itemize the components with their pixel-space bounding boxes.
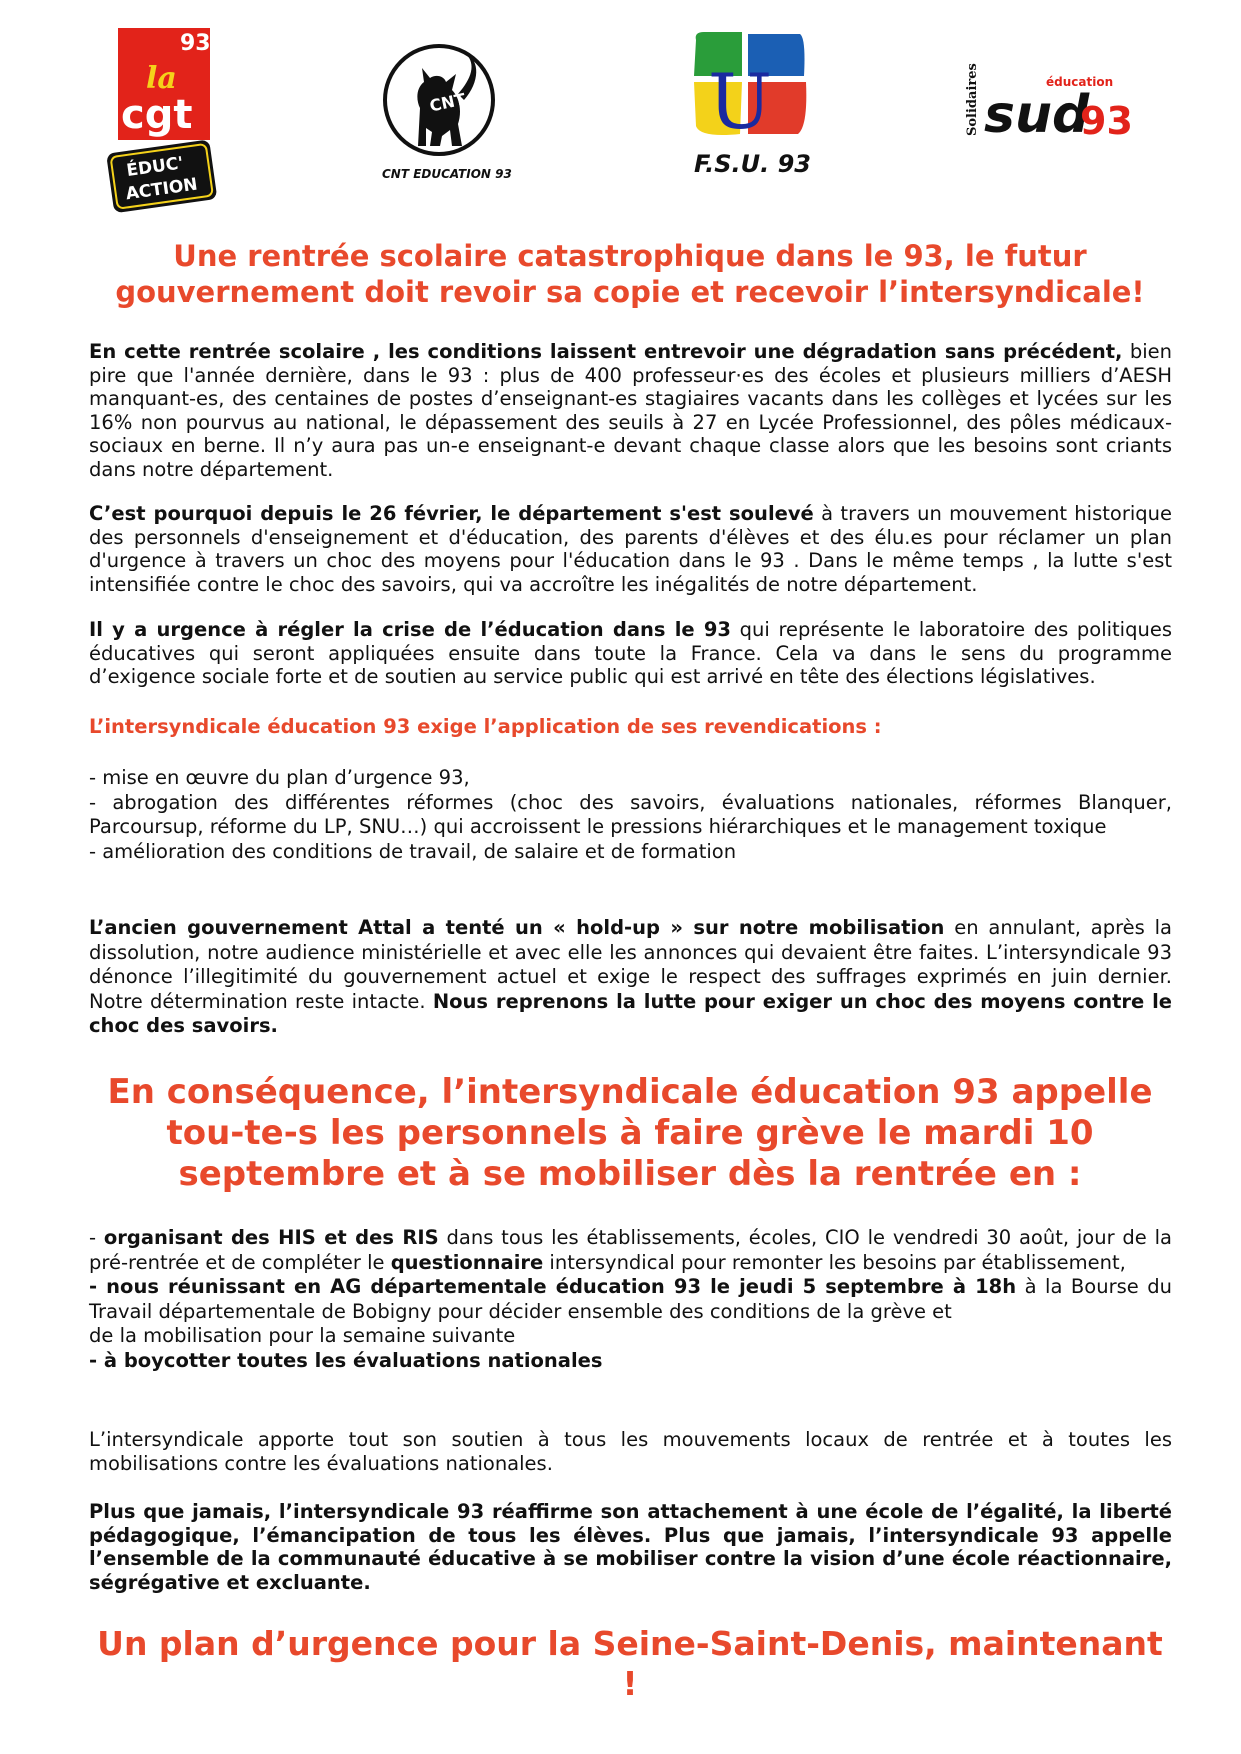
cgt-logo [118,28,210,206]
svg-text:CNT EDUCATION 93: CNT EDUCATION 93 [382,167,512,181]
page-title-line-2: gouvernement doit revoir sa copie et recevoir l’intersyndicale! [115,275,1145,309]
demands-heading: L’intersyndicale éducation 93 exige l’application de ses revendications : [89,715,882,738]
svg-text:F.S.U. 93: F.S.U. 93 [694,150,811,178]
cgt-logo-graphic [118,28,210,206]
strike-call-line-3: septembre et à se mobiliser dès la rentrée en : [178,1154,1082,1194]
action-item-his-ris: - organisant des HIS et des RIS dans tous les établissements, écoles, CIO le vendredi 30 août, jour de la pré-rentrée et de compléter le questionnaire intersyndical pour remonter les besoins par établissement, [89,1226,1172,1274]
action-item-boycott: - à boycotter toutes les évaluations nationales [89,1348,603,1372]
paragraph-urgence-lead: Il y a urgence à régler la crise de l’éducation dans le 93 [89,618,731,641]
paragraph-soutien: L’intersyndicale apporte tout son soutien à tous les mouvements locaux de rentrée et à toutes les mobilisations contre les évaluations nationales. [89,1428,1172,1475]
fsu-logo [690,30,810,186]
final-slogan: Un plan d’urgence pour la Seine-Saint-Denis, maintenant ! [97,1624,1163,1703]
fsu-logo-graphic [690,30,810,186]
svg-text:Solidaires: Solidaires [965,63,980,136]
strike-call-heading [90,1072,1170,1195]
paragraph-mobilisation [89,502,1172,596]
sud-logo [962,63,1152,152]
logo-bar [0,0,1241,215]
svg-text:la: la [146,61,177,96]
paragraph-situation [89,340,1172,481]
paragraph-attal [89,916,1172,1039]
demand-item: - mise en œuvre du plan d’urgence 93, [89,766,470,789]
demand-item: - amélioration des conditions de travail, de salaire et de formation [89,839,737,863]
paragraph-mobilisation-body: à travers un mouvement historique des personnels d'enseignement et d'éducation, des parents d'élèves et des élu.es pour réclamer un plan d'urgence à travers un choc des moyens pour l'éducation dans le 93 . Dans le même temps , la lutte s'est intensifiée contre le choc des savoirs, qui va accroître les inégalités de notre département. [89,502,1172,596]
svg-text:éducation: éducation [1046,75,1114,89]
paragraph-urgence [89,618,1172,689]
sud-logo-graphic [962,63,1152,152]
page-title-line-1: Une rentrée scolaire catastrophique dans le 93, le futur [173,239,1087,273]
svg-text:93: 93 [1080,99,1133,143]
paragraph-attal-conclusion: Nous reprenons la lutte pour exiger un choc des moyens contre le choc des savoirs. [89,989,1172,1037]
paragraph-mobilisation-lead: C’est pourquoi depuis le 26 février, le département s'est soulevé [89,502,814,525]
page-title [90,238,1170,310]
svg-text:U: U [708,57,773,146]
paragraph-situation-lead: En cette rentrée scolaire , les conditions laissent entrevoir une dégradation sans précédent, [89,340,1123,363]
paragraph-urgence-body: qui représente le laboratoire des politiques éducatives qui seront appliquées ensuite dans toute la France. Cela va dans le sens du programme d’exigence sociale forte et de soutien au service public qui est arrivé en tête des élections législatives. [89,618,1172,688]
paragraph-situation-body: bien pire que l'année dernière, dans le 93 : plus de 400 professeur·es des écoles et plusieurs milliers d’AESH manquant-es, des centaines de postes d’enseignant-es stagiaires vacants dans les collèges et lycées sur les 16% non pourvus au national, le dépassement des seuils à 27 en Lycée Professionnel, des pôles médicaux-sociaux en berne. Il n’y aura pas un-e enseignant-e devant chaque classe alors que les besoins sont criants dans notre département. [89,340,1172,481]
actions-list [89,1226,1172,1373]
demand-item: - abrogation des différentes réformes (choc des savoirs, évaluations nationales, réformes Blanquer, Parcoursup, réforme du LP, SNU…) qui accroissent le pressions hiérarchiques et le management toxique [89,790,1172,838]
svg-text:ACTION: ACTION [124,174,199,205]
demands-list [89,766,1172,864]
strike-call-line-2: tou-te-s les personnels à faire grève le mardi 10 [166,1113,1094,1153]
svg-text:CNT: CNT [427,89,468,116]
paragraph-conclusion: Plus que jamais, l’intersyndicale 93 réaffirme son attachement à une école de l’égalité, la liberté pédagogique, l’émancipation de tous les élèves. Plus que jamais, l’intersyndicale 93 appelle l’ensemble de la communauté éducative à se mobiliser contre la vision d’une école réactionnaire, ségrégative et excluante. [89,1500,1172,1594]
svg-text:cgt: cgt [121,92,193,138]
svg-text:93: 93 [180,31,211,56]
cnt-cat-emblem [380,38,512,188]
paragraph-attal-lead: L’ancien gouvernement Attal a tenté un « hold-up » sur notre mobilisation [89,916,945,939]
paragraph-attal-body: en annulant, après la dissolution, notre audience ministérielle et avec elle les annonces qui devaient être faites. L’intersyndicale 93 dénonce l’illegitimité du gouvernement actuel et exige le respect des suffrages exprimés en juin dernier. Notre détermination reste intacte. [89,916,1172,1013]
cnt-logo [380,38,512,188]
action-item-ag: - nous réunissant en AG départementale éducation 93 le jeudi 5 septembre à 18h à la Bourse du Travail départementale de Bobigny pour décider ensemble des conditions de la grève et de la mobilisation pour la semaine suivante [89,1275,1172,1347]
strike-call-line-1: En conséquence, l’intersyndicale éducation 93 appelle [107,1072,1153,1112]
svg-text:sud: sud [984,85,1090,145]
svg-text:ÉDUC': ÉDUC' [125,153,185,182]
